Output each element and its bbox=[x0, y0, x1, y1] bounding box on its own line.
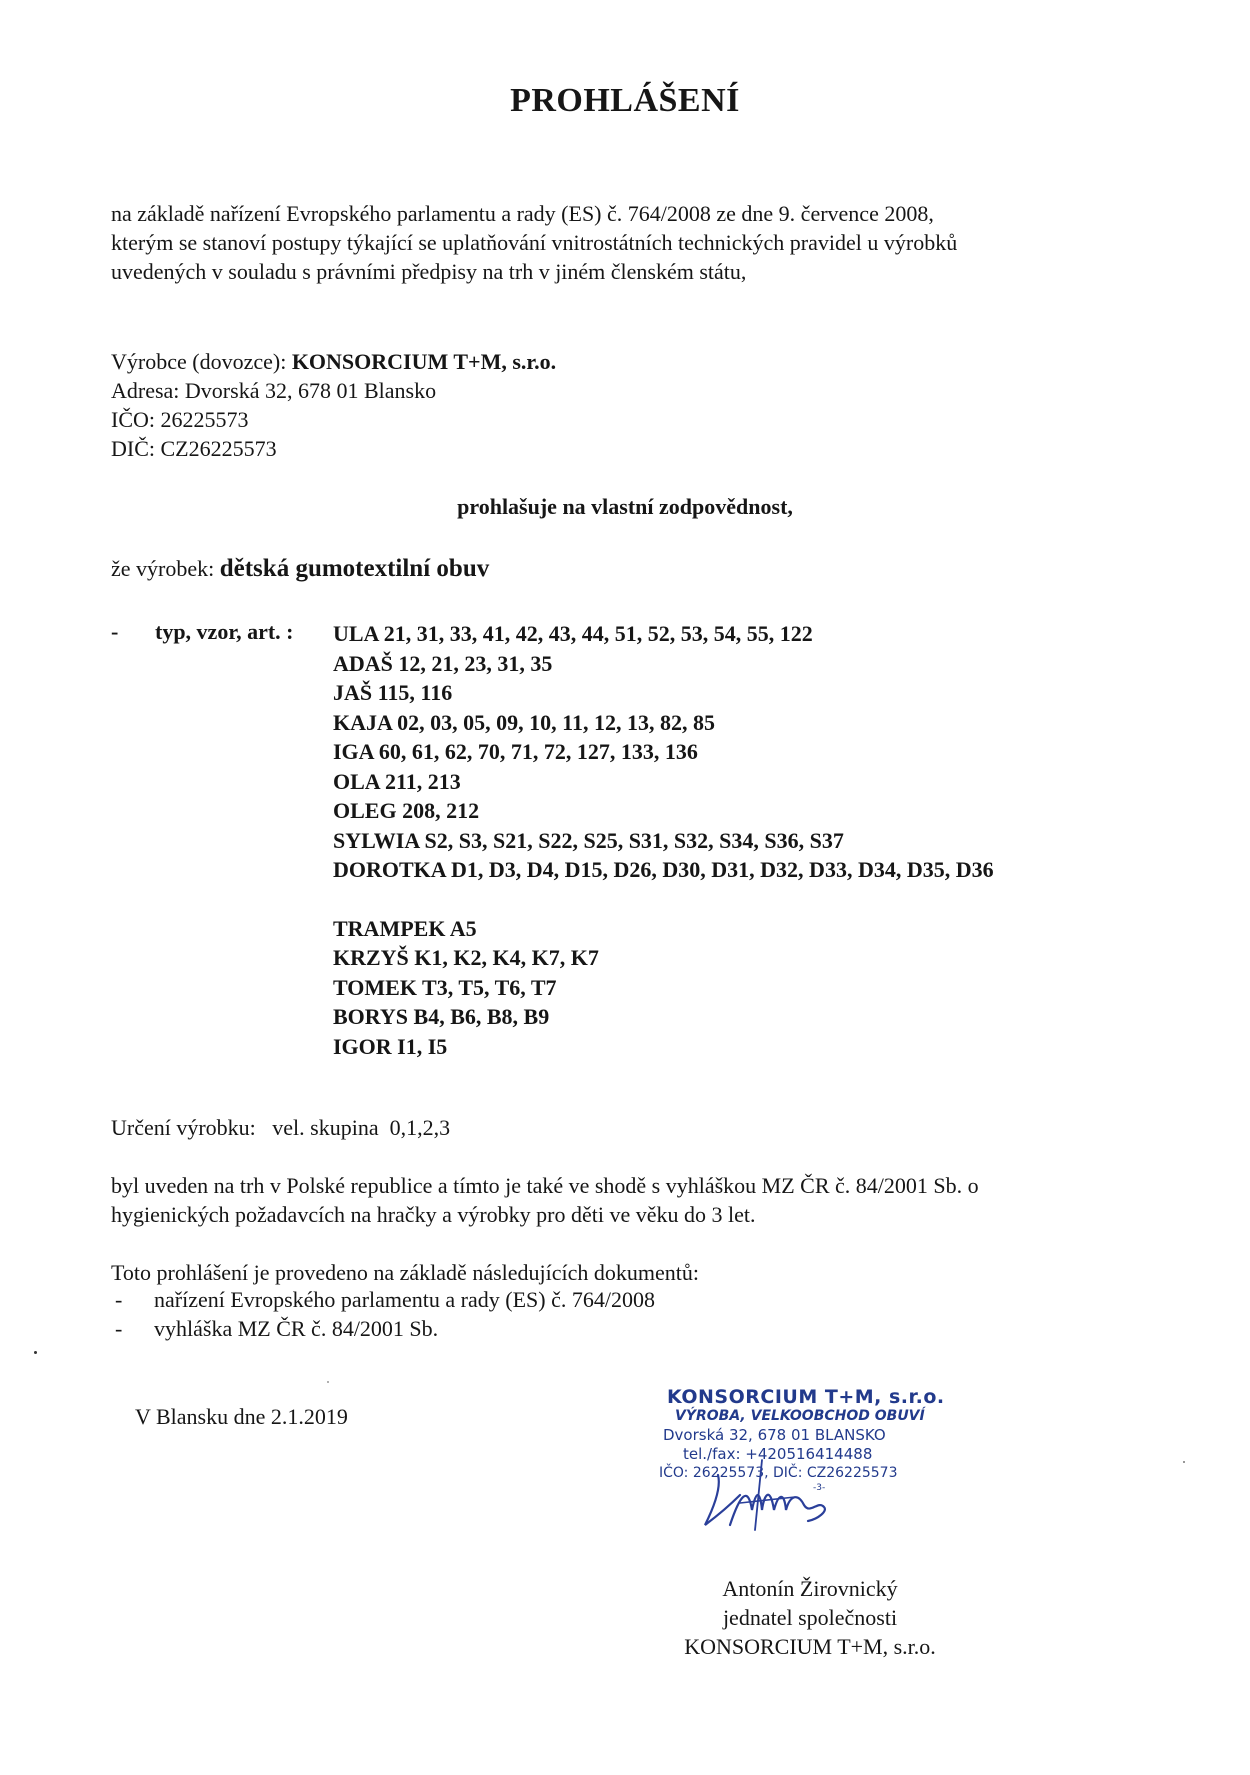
type-line: ULA 21, 31, 33, 41, 42, 43, 44, 51, 52, 53, 54, 55, 122 bbox=[333, 621, 813, 646]
manufacturer-dic: DIČ: CZ26225573 bbox=[111, 436, 277, 461]
scan-speck bbox=[327, 1381, 329, 1383]
document-dash: - bbox=[115, 1316, 123, 1341]
declaration-statement: prohlašuje na vlastní zodpovědnost, bbox=[457, 494, 793, 519]
manufacturer-address: Adresa: Dvorská 32, 678 01 Blansko bbox=[111, 378, 437, 403]
product-purpose: Určení výrobku: vel. skupina 0,1,2,3 bbox=[111, 1115, 451, 1140]
product-name: dětská gumotextilní obuv bbox=[219, 555, 490, 582]
types-gap bbox=[333, 885, 994, 914]
signatory-company: KONSORCIUM T+M, s.r.o. bbox=[684, 1634, 936, 1659]
type-line: OLA 211, 213 bbox=[333, 768, 461, 794]
type-line: DOROTKA D1, D3, D4, D15, D26, D30, D31, D32, D33, D34, D35, D36 bbox=[333, 857, 994, 882]
handwritten-signature bbox=[700, 1455, 850, 1535]
intro-line-2: kterým se stanoví postupy týkající se uplatňování vnitrostátních technických pravidel u výrobků bbox=[111, 230, 958, 255]
intro-line-3: uvedených v souladu s právními předpisy na trh v jiném členském státu, bbox=[111, 259, 747, 284]
type-line: OLEG 208, 212 bbox=[333, 798, 480, 823]
manufacturer-name: KONSORCIUM T+M, s.r.o. bbox=[291, 349, 557, 374]
document-item: vyhláška MZ ČR č. 84/2001 Sb. bbox=[154, 1316, 439, 1341]
document-title: PROHLÁŠENÍ bbox=[510, 82, 740, 119]
signatory-name: Antonín Žirovnický bbox=[722, 1576, 898, 1601]
stamp-line: Dvorská 32, 678 01 BLANSKO bbox=[663, 1426, 886, 1444]
manufacturer-line bbox=[111, 347, 556, 376]
stamp-line: KONSORCIUM T+M, s.r.o. bbox=[667, 1386, 945, 1408]
type-line: KRZYŠ K1, K2, K4, K7, K7 bbox=[333, 945, 599, 970]
product-label: že výrobek: bbox=[111, 556, 215, 581]
signatory-role: jednatel společnosti bbox=[722, 1605, 898, 1630]
stamp-line: IČO: 26225573, DIČ: CZ26225573 bbox=[659, 1465, 898, 1481]
type-line: JAŠ 115, 116 bbox=[333, 680, 453, 705]
documents-intro: Toto prohlášení je provedeno na základě následujících dokumentů: bbox=[111, 1260, 699, 1285]
market-line-2: hygienických požadavcích na hračky a výrobky pro děti ve věku do 3 let. bbox=[111, 1202, 756, 1227]
stamp-line: -3- bbox=[813, 1483, 826, 1493]
manufacturer-label: Výrobce (dovozce): bbox=[111, 349, 287, 374]
document-item: nařízení Evropského parlamentu a rady (ES) č. 764/2008 bbox=[154, 1287, 655, 1312]
type-line: KAJA 02, 03, 05, 09, 10, 11, 12, 13, 82, 85 bbox=[333, 709, 715, 735]
type-line: BORYS B4, B6, B8, B9 bbox=[333, 1004, 550, 1029]
type-line: IGOR I1, I5 bbox=[333, 1033, 448, 1059]
stamp-line: VÝROBA, VELKOOBCHOD OBUVÍ bbox=[675, 1408, 925, 1424]
type-line: IGA 60, 61, 62, 70, 71, 72, 127, 133, 136 bbox=[333, 739, 698, 764]
type-line: TOMEK T3, T5, T6, T7 bbox=[333, 974, 557, 1000]
type-line: TRAMPEK A5 bbox=[333, 915, 477, 941]
product-line bbox=[111, 554, 489, 583]
intro-line-1: na základě nařízení Evropského parlamentu a rady (ES) č. 764/2008 ze dne 9. července 2008, bbox=[111, 201, 934, 226]
scan-speck bbox=[1183, 1461, 1185, 1463]
document-dash: - bbox=[115, 1287, 123, 1312]
manufacturer-ico: IČO: 26225573 bbox=[111, 407, 249, 432]
types-label: typ, vzor, art. : bbox=[155, 619, 294, 644]
scan-speck bbox=[34, 1351, 37, 1354]
type-line: SYLWIA S2, S3, S21, S22, S25, S31, S32, S34, S36, S37 bbox=[333, 827, 844, 853]
types-dash: - bbox=[111, 619, 119, 644]
types-list bbox=[333, 619, 994, 1061]
type-line: ADAŠ 12, 21, 23, 31, 35 bbox=[333, 650, 553, 676]
place-date: V Blansku dne 2.1.2019 bbox=[135, 1404, 348, 1429]
market-line-1: byl uveden na trh v Polské republice a tímto je také ve shodě s vyhláškou MZ ČR č. 84/2001 Sb. o bbox=[111, 1173, 979, 1198]
stamp-line: tel./fax: +420516414488 bbox=[683, 1445, 873, 1463]
